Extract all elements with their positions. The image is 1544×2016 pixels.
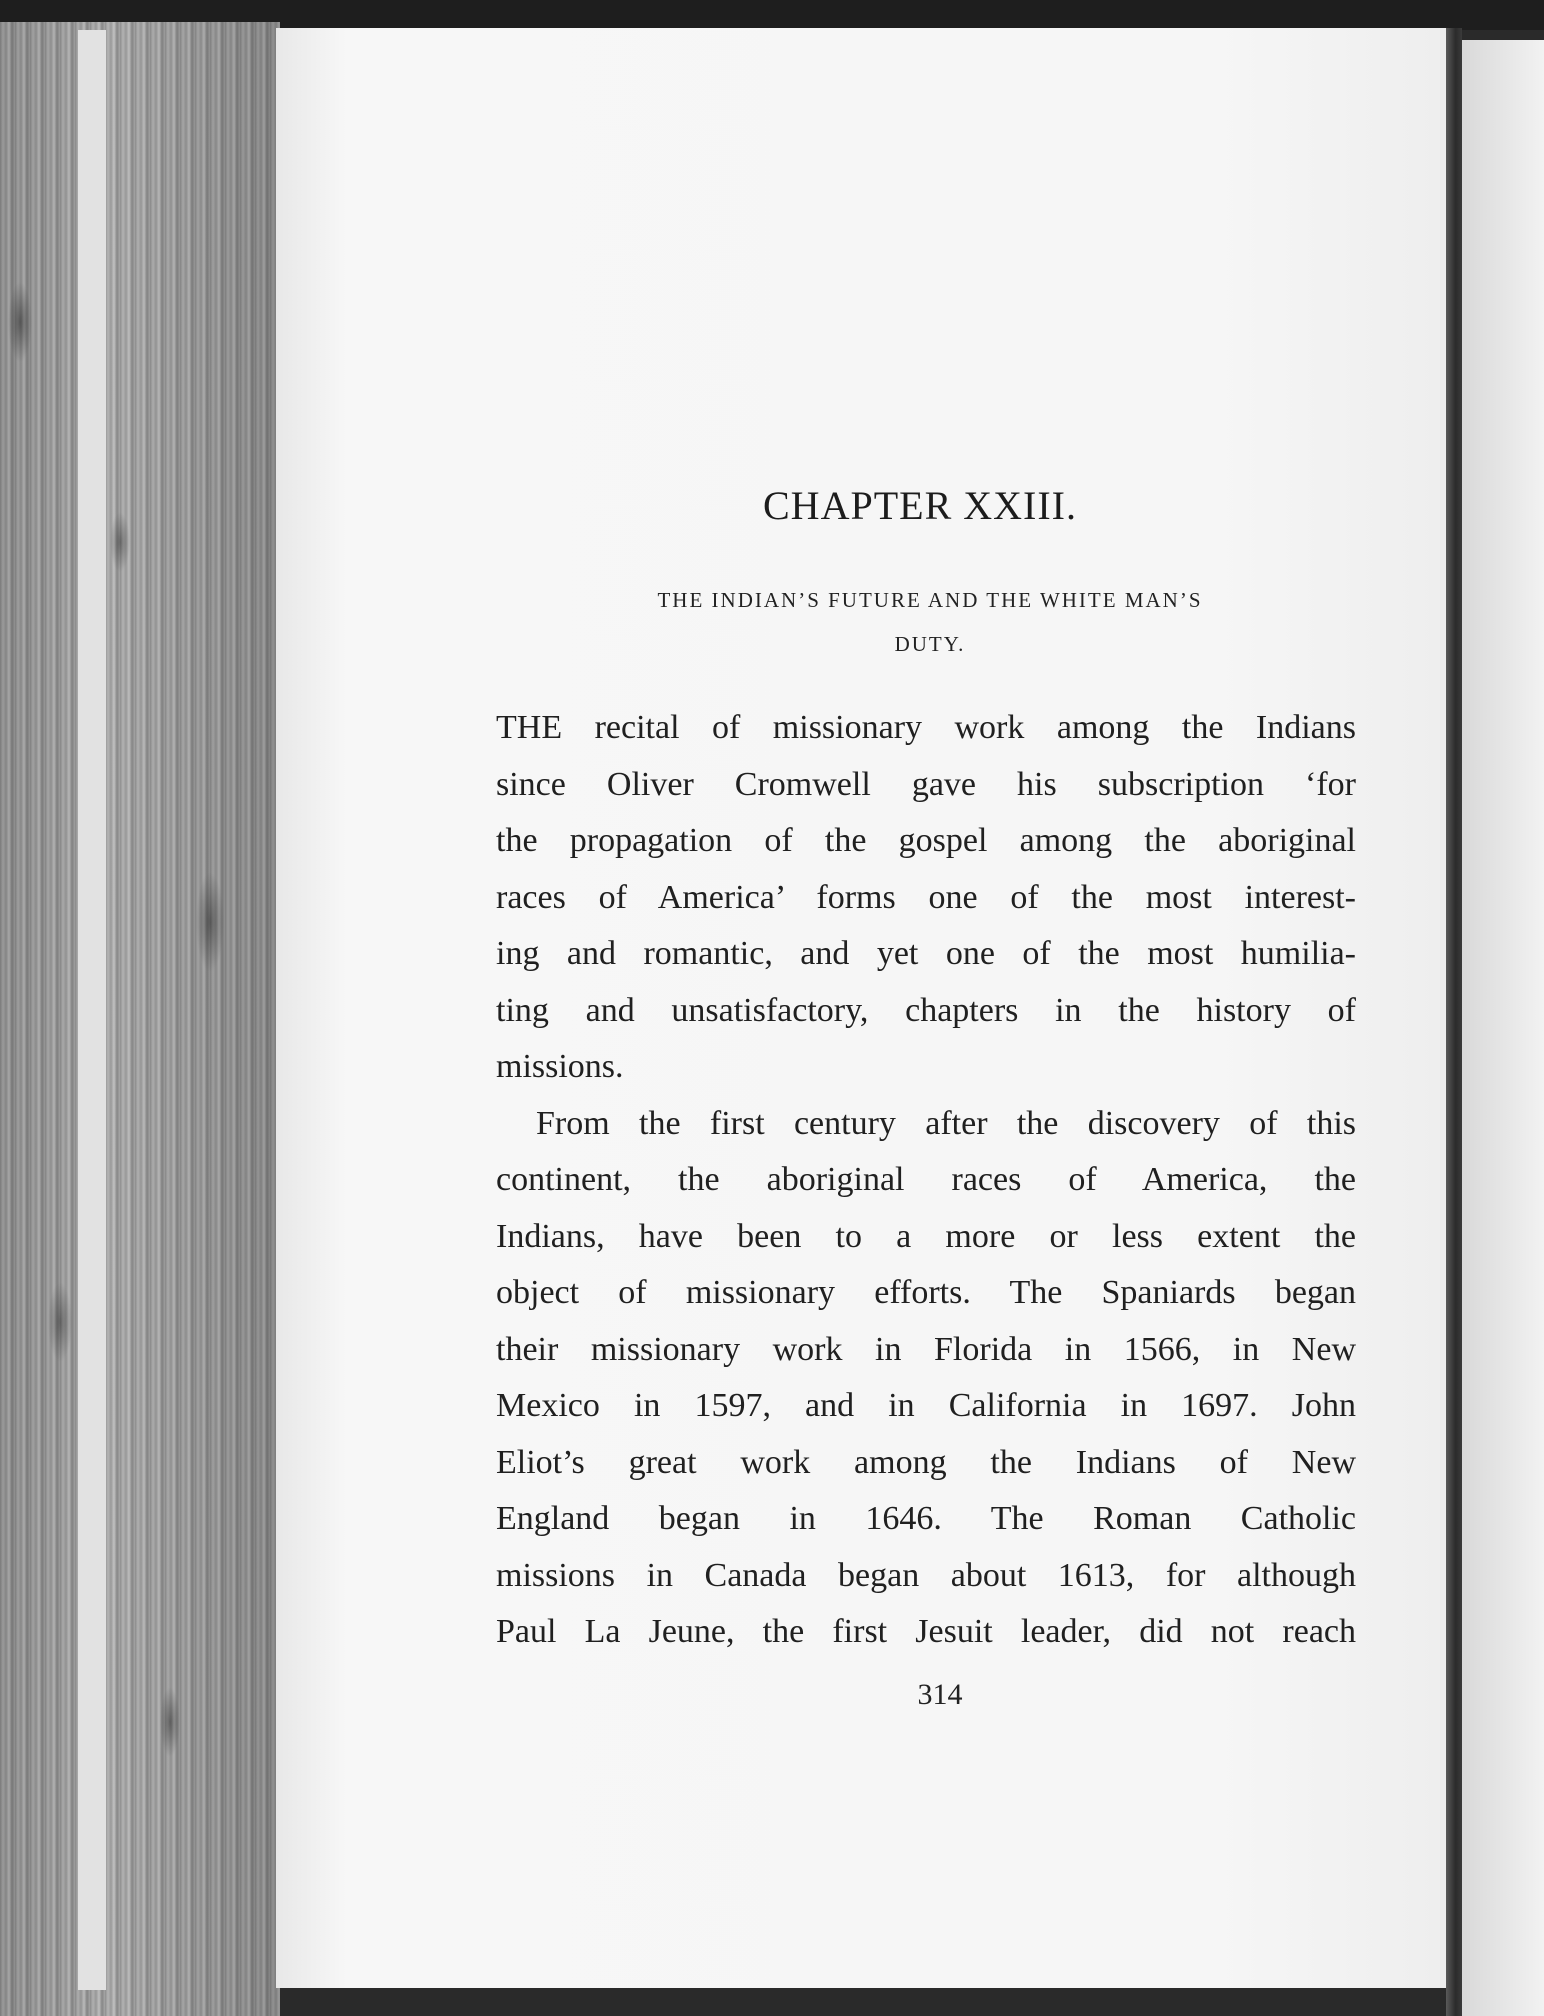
book-gutter xyxy=(1446,28,1462,2016)
paragraph-lead-word: THE xyxy=(496,709,563,746)
chapter-body xyxy=(496,700,1356,1661)
paragraph-line: since Oliver Cromwell gave his subscription ‘for xyxy=(496,765,1356,803)
paragraph-line: Indians, have been to a more or less extent the xyxy=(496,1217,1356,1255)
paragraph-line: continent, the aboriginal races of America, the xyxy=(496,1161,1356,1198)
facing-page-edge xyxy=(1462,40,1544,2016)
paragraph-1 xyxy=(496,700,1356,1096)
paragraph-line: Eliot’s great work among the Indians of New xyxy=(496,1443,1356,1481)
chapter-subtitle-line-2: DUTY. xyxy=(894,632,966,656)
paragraph-line: their missionary work in Florida in 1566, in New xyxy=(496,1330,1356,1368)
paragraph-line: the propagation of the gospel among the aboriginal xyxy=(496,822,1356,859)
chapter-title: CHAPTER XXIII. xyxy=(763,483,1077,528)
paragraph-line: missions in Canada began about 1613, for although xyxy=(496,1556,1356,1594)
paragraph-line: Paul La Jeune, the first Jesuit leader, did not reach xyxy=(496,1613,1356,1650)
paragraph-line: England began in 1646. The Roman Catholic xyxy=(496,1500,1356,1537)
paragraph-line: ting and unsatisfactory, chapters in the history of xyxy=(496,991,1356,1029)
book-page-edges xyxy=(0,22,280,2016)
paragraph-line: races of America’ forms one of the most interest- xyxy=(496,878,1356,916)
paragraph-2 xyxy=(496,1096,1356,1661)
paragraph-line: ing and romantic, and yet one of the most humilia- xyxy=(496,935,1356,972)
paragraph-line: missions. xyxy=(496,1048,624,1085)
paragraph-line: From the first century after the discovery of this xyxy=(536,1104,1356,1142)
page-number: 314 xyxy=(917,1678,963,1711)
paragraph-line: object of missionary efforts. The Spaniards began xyxy=(496,1274,1356,1311)
paragraph-line-text: recital of missionary work among the Indians xyxy=(562,709,1356,746)
book-page-edge-highlight xyxy=(78,30,106,1990)
chapter-subtitle-line-1: THE INDIAN’S FUTURE AND THE WHITE MAN’S xyxy=(657,588,1203,612)
paragraph-line xyxy=(496,700,1356,757)
paragraph-line: Mexico in 1597, and in California in 1697. John xyxy=(496,1387,1356,1424)
chapter-subtitle xyxy=(540,578,1320,666)
